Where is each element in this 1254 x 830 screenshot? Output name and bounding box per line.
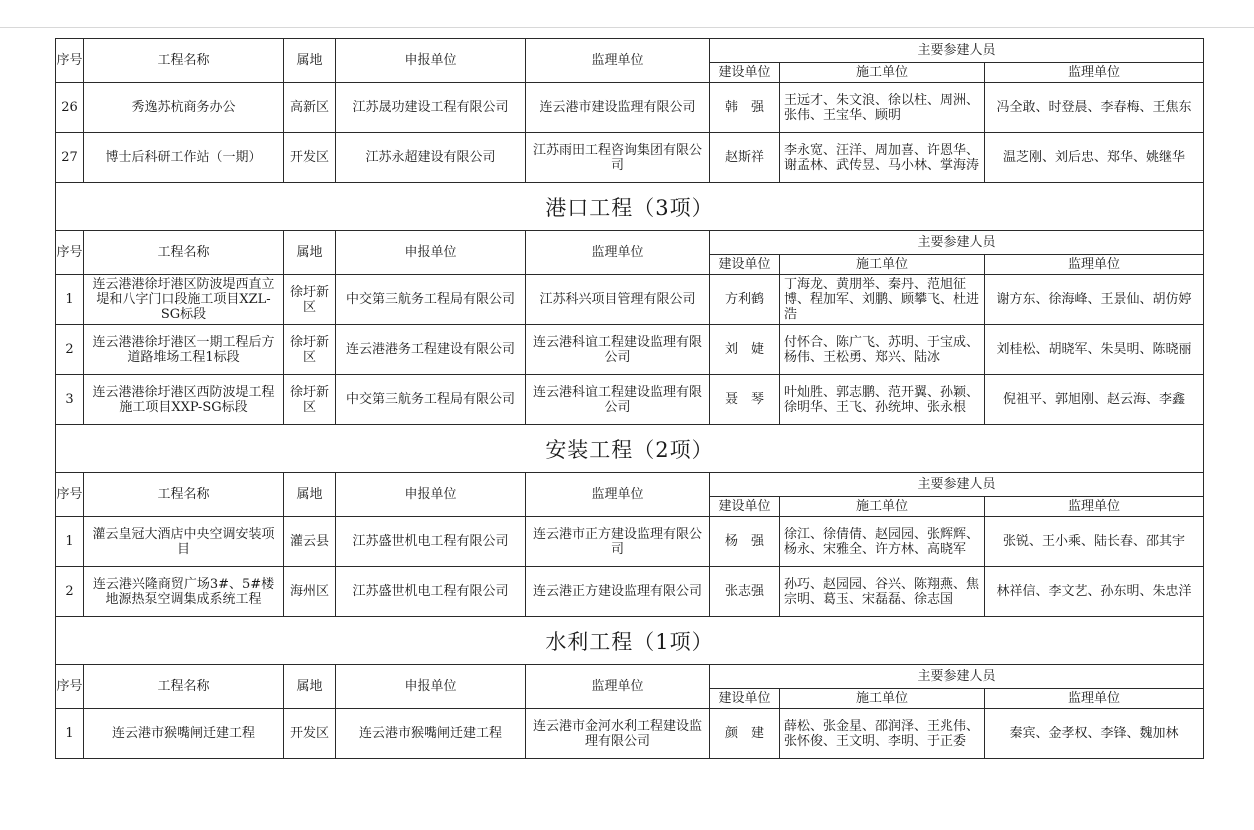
header-sub-build: 建设单位 [710,689,780,709]
header-name: 工程名称 [84,473,284,517]
cell-supervisor: 连云港科谊工程建设监理有限公司 [526,325,710,375]
header-row-1 [56,665,1204,689]
header-applicant: 申报单位 [336,231,526,275]
cell-seq: 2 [56,325,84,375]
header-sub-build: 建设单位 [710,255,780,275]
cell-build-person: 颜 建 [710,709,780,759]
cell-applicant: 江苏盛世机电工程有限公司 [336,567,526,617]
cell-supervise-people [985,325,1204,375]
cell-supervise-people [985,567,1204,617]
cell-seq: 2 [56,567,84,617]
cell-project-name: 连云港港徐圩港区一期工程后方道路堆场工程1标段 [84,325,284,375]
cell-applicant: 江苏盛世机电工程有限公司 [336,517,526,567]
cell-construct-people [780,275,985,325]
section-title-row [56,617,1204,665]
cell-area: 灌云县 [284,517,336,567]
cell-build-person: 张志强 [710,567,780,617]
header-supervisor: 监理单位 [526,231,710,275]
cell-build-person: 聂 琴 [710,375,780,425]
header-name: 工程名称 [84,665,284,709]
header-main-people: 主要参建人员 [710,473,1204,497]
cell-supervisor: 江苏雨田工程咨询集团有限公司 [526,133,710,183]
header-row-1 [56,39,1204,63]
header-sub-construct: 施工单位 [780,497,985,517]
cell-applicant: 中交第三航务工程局有限公司 [336,375,526,425]
cell-project-name: 连云港港徐圩港区西防波堤工程施工项目XXP-SG标段 [84,375,284,425]
section-title: 安装工程（2项） [56,425,1204,473]
cell-supervisor: 连云港市金河水利工程建设监理有限公司 [526,709,710,759]
header-sub-supervise: 监理单位 [985,255,1204,275]
cell-applicant: 中交第三航务工程局有限公司 [336,275,526,325]
construct-people-text: 王远才、朱文浪、徐以柱、周洲、张伟、王宝华、顾明 [784,92,980,123]
header-area: 属地 [284,39,336,83]
section-title: 港口工程（3项） [56,183,1204,231]
cell-seq: 1 [56,709,84,759]
header-sub-build: 建设单位 [710,63,780,83]
cell-supervise-people [985,517,1204,567]
cell-supervisor: 连云港正方建设监理有限公司 [526,567,710,617]
cell-seq: 3 [56,375,84,425]
cell-construct-people [780,83,985,133]
supervise-people-text: 温芝刚、刘后忠、郑华、姚继华 [1003,150,1186,165]
cell-seq: 26 [56,83,84,133]
construct-people-text: 徐江、徐倩倩、赵园园、张辉辉、杨永、宋雅全、许方林、高晓军 [784,526,980,557]
project-table [55,38,1204,759]
supervise-people-text: 谢方东、徐海峰、王景仙、胡仿婷 [996,292,1192,307]
cell-supervisor: 连云港市建设监理有限公司 [526,83,710,133]
cell-construct-people [780,709,985,759]
construct-people-text: 付怀合、陈广飞、苏明、于宝成、杨伟、王松勇、郑兴、陆冰 [784,334,980,365]
header-main-people: 主要参建人员 [710,231,1204,255]
award-table-sheet [55,38,1203,759]
cell-applicant: 连云港市猴嘴闸迁建工程 [336,709,526,759]
header-seq: 序号 [56,231,84,275]
table-row [56,375,1204,425]
header-sub-supervise: 监理单位 [985,63,1204,83]
header-name: 工程名称 [84,231,284,275]
supervise-people-text: 刘桂松、胡晓军、朱昊明、陈晓丽 [996,342,1192,357]
header-seq: 序号 [56,473,84,517]
table-row [56,83,1204,133]
cell-area: 开发区 [284,709,336,759]
construct-people-text: 薛松、张金星、邵润泽、王兆伟、张怀俊、王文明、李明、于正委 [784,718,980,749]
header-main-people: 主要参建人员 [710,39,1204,63]
section-title: 水利工程（1项） [56,617,1204,665]
cell-supervise-people [985,375,1204,425]
cell-construct-people [780,567,985,617]
cell-construct-people [780,517,985,567]
header-seq: 序号 [56,39,84,83]
header-supervisor: 监理单位 [526,665,710,709]
cell-project-name: 灌云皇冠大酒店中央空调安装项目 [84,517,284,567]
cell-construct-people [780,325,985,375]
cell-project-name: 连云港兴隆商贸广场3#、5#楼地源热泵空调集成系统工程 [84,567,284,617]
supervise-people-text: 冯全敢、时登晨、李春梅、王焦东 [996,100,1192,115]
cell-build-person: 赵斯祥 [710,133,780,183]
cell-supervise-people [985,275,1204,325]
cell-area: 海州区 [284,567,336,617]
table-row [56,275,1204,325]
header-supervisor: 监理单位 [526,473,710,517]
cell-supervise-people [985,709,1204,759]
cell-applicant: 江苏永超建设有限公司 [336,133,526,183]
cell-supervisor: 江苏科兴项目管理有限公司 [526,275,710,325]
cell-build-person: 韩 强 [710,83,780,133]
header-row-1 [56,231,1204,255]
cell-project-name: 连云港市猴嘴闸迁建工程 [84,709,284,759]
scan-top-edge [0,27,1254,28]
header-applicant: 申报单位 [336,665,526,709]
supervise-people-text: 秦宾、金孝权、李锋、魏加林 [1009,726,1179,741]
cell-project-name: 秀逸苏杭商务办公 [84,83,284,133]
supervise-people-text: 张锐、王小乘、陆长春、邵其宇 [1003,534,1186,549]
cell-area: 徐圩新区 [284,275,336,325]
table-row [56,567,1204,617]
cell-applicant: 连云港港务工程建设有限公司 [336,325,526,375]
section-title-row [56,425,1204,473]
construct-people-text: 丁海龙、黄朋举、秦丹、范旭征博、程加军、刘鹏、顾攀飞、杜进浩 [784,277,980,322]
cell-supervise-people [985,83,1204,133]
cell-project-name: 博士后科研工作站（一期） [84,133,284,183]
cell-construct-people [780,375,985,425]
construct-people-text: 叶灿胜、郭志鹏、范开翼、孙颖、徐明华、王飞、孙统坤、张永根 [784,384,980,415]
construct-people-text: 李永宽、汪洋、周加喜、许恩华、谢孟林、武传昱、马小林、掌海涛 [784,142,980,173]
header-sub-construct: 施工单位 [780,63,985,83]
header-supervisor: 监理单位 [526,39,710,83]
construct-people-text: 孙巧、赵园园、谷兴、陈翔燕、焦宗明、葛玉、宋磊磊、徐志国 [784,576,980,607]
header-sub-construct: 施工单位 [780,689,985,709]
header-sub-supervise: 监理单位 [985,689,1204,709]
header-row-1 [56,473,1204,497]
cell-build-person: 刘 婕 [710,325,780,375]
header-main-people: 主要参建人员 [710,665,1204,689]
cell-applicant: 江苏晟功建设工程有限公司 [336,83,526,133]
cell-area: 徐圩新区 [284,375,336,425]
cell-area: 徐圩新区 [284,325,336,375]
cell-seq: 1 [56,517,84,567]
header-sub-build: 建设单位 [710,497,780,517]
supervise-people-text: 倪祖平、郭旭刚、赵云海、李鑫 [1003,392,1186,407]
cell-construct-people [780,133,985,183]
table-row [56,325,1204,375]
cell-seq: 27 [56,133,84,183]
cell-build-person: 方利鹤 [710,275,780,325]
table-body [56,39,1204,759]
cell-build-person: 杨 强 [710,517,780,567]
header-sub-construct: 施工单位 [780,255,985,275]
section-title-row [56,183,1204,231]
cell-supervisor: 连云港科谊工程建设监理有限公司 [526,375,710,425]
header-name: 工程名称 [84,39,284,83]
header-applicant: 申报单位 [336,473,526,517]
header-sub-supervise: 监理单位 [985,497,1204,517]
table-row [56,709,1204,759]
table-row [56,517,1204,567]
cell-area: 开发区 [284,133,336,183]
supervise-people-text: 林祥信、李文艺、孙东明、朱忠洋 [996,584,1192,599]
cell-supervisor: 连云港市正方建设监理有限公司 [526,517,710,567]
cell-supervise-people [985,133,1204,183]
table-row [56,133,1204,183]
header-applicant: 申报单位 [336,39,526,83]
header-area: 属地 [284,665,336,709]
cell-project-name: 连云港港徐圩港区防波堤西直立堤和八字门口段施工项目XZL-SG标段 [84,275,284,325]
cell-area: 高新区 [284,83,336,133]
header-area: 属地 [284,473,336,517]
cell-seq: 1 [56,275,84,325]
header-area: 属地 [284,231,336,275]
header-seq: 序号 [56,665,84,709]
